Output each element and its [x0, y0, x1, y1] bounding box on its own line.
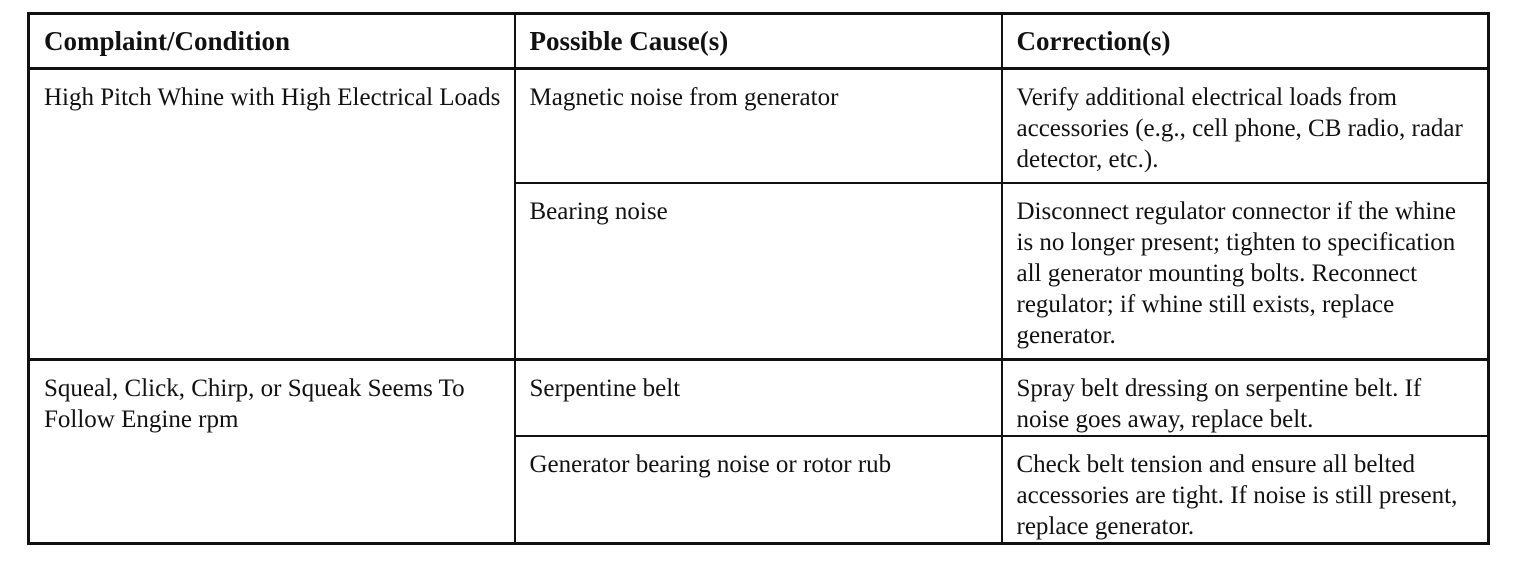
header-correction: Correction(s)	[1002, 14, 1489, 69]
diagnosis-table	[27, 12, 1490, 545]
correction-cell: Spray belt dressing on serpentine belt. If noise goes away, replace belt.	[1002, 360, 1489, 437]
cause-cell: Serpentine belt	[515, 360, 1002, 437]
header-cause: Possible Cause(s)	[515, 14, 1002, 69]
complaint-cell: Squeal, Click, Chirp, or Squeak Seems To Follow Engine rpm	[29, 360, 515, 544]
correction-cell: Verify additional electrical loads from accessories (e.g., cell phone, CB radio, radar detector, etc.).	[1002, 69, 1489, 184]
complaint-cell: High Pitch Whine with High Electrical Loads	[29, 69, 515, 360]
correction-cell: Disconnect regulator connector if the whine is no longer present; tighten to specification all generator mounting bolts. Reconnect regulator; if whine still exists, replace generator.	[1002, 183, 1489, 360]
table-row	[29, 69, 1489, 184]
table-row	[29, 360, 1489, 437]
cause-cell: Generator bearing noise or rotor rub	[515, 436, 1002, 544]
header-row	[29, 14, 1489, 69]
cause-cell: Bearing noise	[515, 183, 1002, 360]
cause-cell: Magnetic noise from generator	[515, 69, 1002, 184]
correction-cell: Check belt tension and ensure all belted accessories are tight. If noise is still present, replace generator.	[1002, 436, 1489, 544]
header-complaint: Complaint/Condition	[29, 14, 515, 69]
table-body	[29, 69, 1489, 544]
table-header	[29, 14, 1489, 69]
